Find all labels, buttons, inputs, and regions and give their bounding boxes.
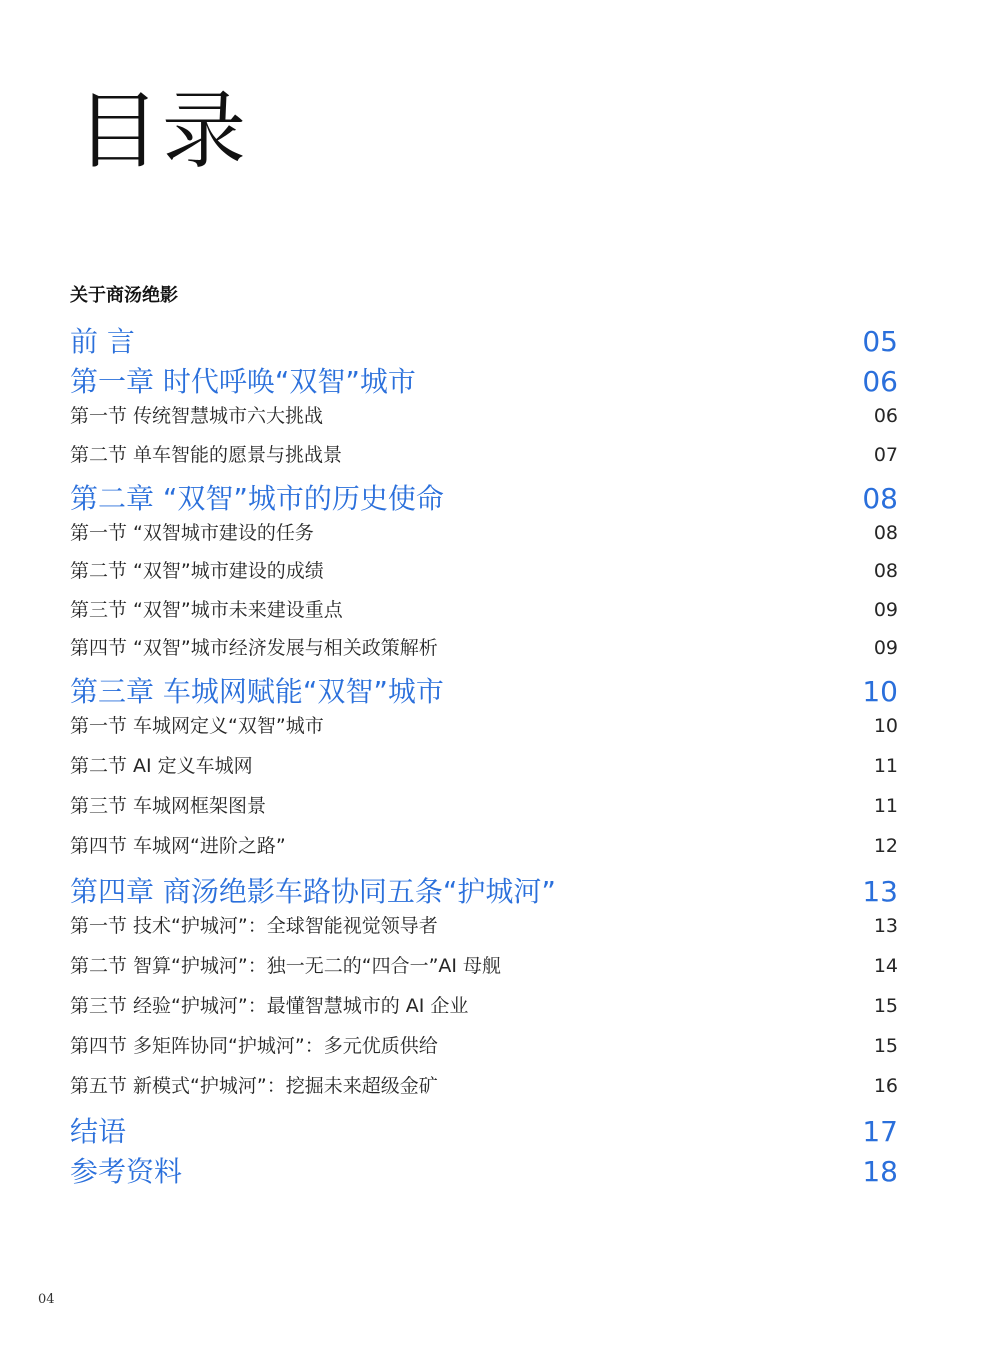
toc-entry-page: 11 [873,755,898,777]
toc-entry-section[interactable] [70,1033,898,1059]
toc-entry-chapter[interactable] [70,364,898,400]
toc-entry-title: 第二节 单车智能的愿景与挑战景 [70,444,343,466]
toc-entry-title: 第一节 “双智城市建设的任务 [70,522,314,544]
toc-entry-section[interactable] [70,833,898,859]
toc-entry-title: 第三章 车城网赋能“双智”城市 [70,675,444,708]
about-heading: 关于商汤绝影 [70,285,178,306]
toc-entry-title: 第四节 车城网“进阶之路” [70,835,286,857]
toc-entry-title: 第四章 商汤绝影车路协同五条“护城河” [70,875,556,908]
toc-entry-title: 第一节 车城网定义“双智”城市 [70,715,324,737]
toc-entry-section[interactable] [70,713,898,739]
toc-entry-title: 第一节 传统智慧城市六大挑战 [70,405,324,427]
toc-entry-page: 06 [862,365,898,398]
toc-entry-section[interactable] [70,953,898,979]
toc-entry-page: 10 [873,715,898,737]
toc-entry-section[interactable] [70,558,898,584]
toc-entry-page: 08 [873,560,898,582]
toc-entry-title: 第一节 技术“护城河”：全球智能视觉领导者 [70,915,438,937]
toc-entry-page: 11 [873,795,898,817]
toc-entry-page: 12 [873,835,898,857]
toc-entry-section[interactable] [70,635,898,661]
toc-entry-section[interactable] [70,993,898,1019]
toc-entry-chapter[interactable] [70,1154,898,1190]
toc-entry-section[interactable] [70,753,898,779]
toc-entry-page: 18 [862,1155,898,1188]
toc-entry-page: 09 [873,637,898,659]
toc-entry-page: 13 [873,915,898,937]
toc-entry-page: 16 [873,1075,898,1097]
toc-entry-section[interactable] [70,1073,898,1099]
toc-entry-page: 15 [873,1035,898,1057]
page-title: 目录 [76,82,249,180]
toc-entry-page: 15 [873,995,898,1017]
toc-entry-page: 08 [862,482,898,515]
toc-entry-title: 第四节 多矩阵协同“护城河”：多元优质供给 [70,1035,438,1057]
toc-entry-section[interactable] [70,520,898,546]
toc-entry-title: 第三节 车城网框架图景 [70,795,267,817]
toc-entry-page: 05 [862,325,898,358]
toc-entry-title: 第三节 经验“护城河”：最懂智慧城市的 AI 企业 [70,995,469,1017]
toc-entry-section[interactable] [70,793,898,819]
toc-entry-page: 07 [873,444,898,466]
toc-entry-title: 第二节 AI 定义车城网 [70,755,253,777]
toc-entry-section[interactable] [70,913,898,939]
toc-entry-page: 17 [862,1115,898,1148]
toc-entry-section[interactable] [70,597,898,623]
toc-entry-chapter[interactable] [70,1114,898,1150]
toc-entry-chapter[interactable] [70,674,898,710]
toc-entry-title: 第二章 “双智”城市的历史使命 [70,482,444,515]
toc-entry-chapter[interactable] [70,481,898,517]
toc-entry-title: 第三节 “双智”城市未来建设重点 [70,599,343,621]
toc-entry-title: 参考资料 [70,1155,183,1188]
toc-entry-title: 第二节 “双智”城市建设的成绩 [70,560,324,582]
toc-entry-chapter[interactable] [70,874,898,910]
page-number: 04 [38,1292,55,1307]
toc-entry-page: 06 [873,405,898,427]
toc-entry-title: 结语 [70,1115,127,1148]
toc-entry-title: 前 言 [70,325,135,358]
toc-entry-chapter[interactable] [70,324,898,360]
toc-entry-title: 第二节 智算“护城河”：独一无二的“四合一”AI 母舰 [70,955,502,977]
toc-entry-section[interactable] [70,442,898,468]
toc-entry-title: 第四节 “双智”城市经济发展与相关政策解析 [70,637,438,659]
toc-entry-page: 08 [873,522,898,544]
toc-entry-page: 09 [873,599,898,621]
toc-entry-page: 14 [873,955,898,977]
toc-entry-title: 第一章 时代呼唤“双智”城市 [70,365,416,398]
toc-entry-title: 第五节 新模式“护城河”：挖掘未来超级金矿 [70,1075,438,1097]
toc-entry-page: 10 [862,675,898,708]
toc-entry-section[interactable] [70,403,898,429]
toc-entry-page: 13 [862,875,898,908]
